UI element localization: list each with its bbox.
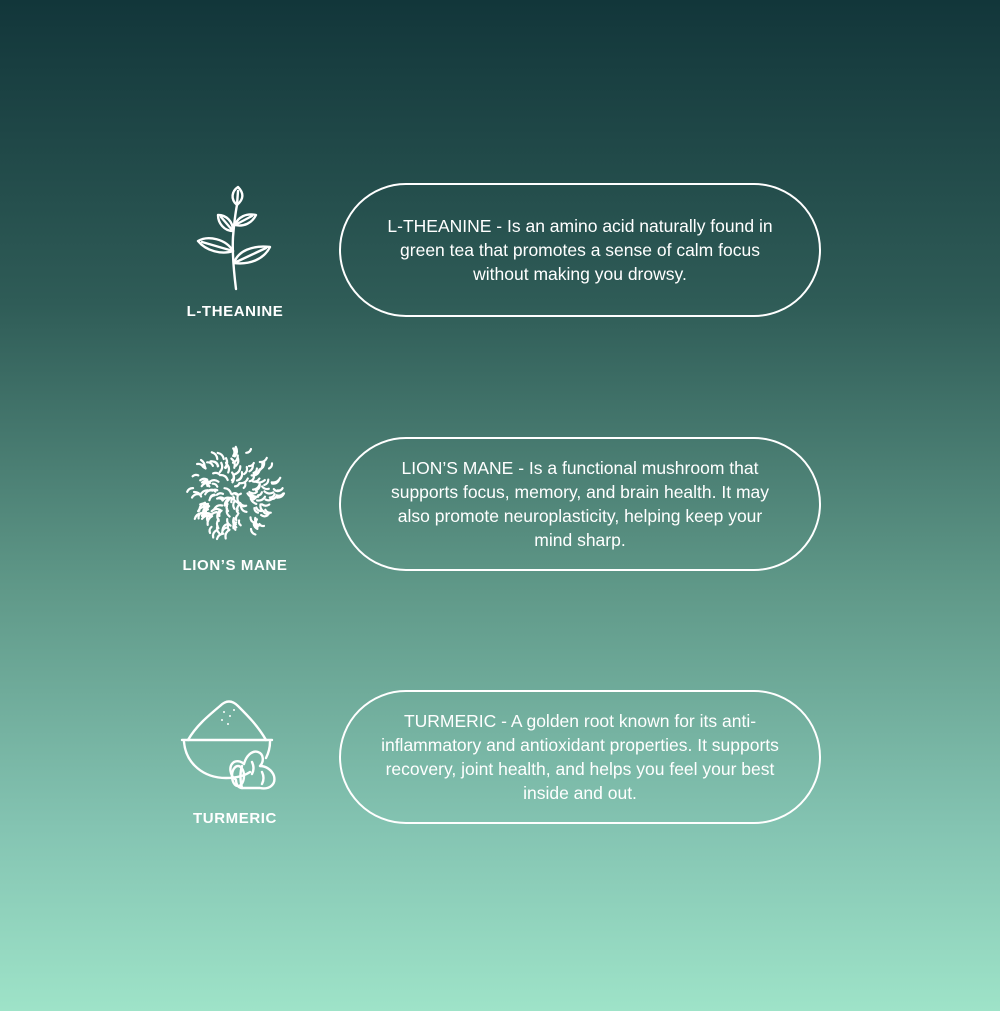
mane-strand-stroke bbox=[200, 479, 207, 481]
mane-strand-stroke bbox=[239, 472, 242, 479]
mane-strand-stroke bbox=[213, 473, 220, 475]
mane-strand-stroke bbox=[213, 484, 218, 487]
ingredient-label: LION’S MANE bbox=[182, 557, 288, 574]
ingredient-icon-block bbox=[160, 183, 310, 323]
mane-strand-stroke bbox=[236, 515, 238, 521]
ingredient-label: L-THEANINE bbox=[186, 303, 284, 320]
mane-strand-stroke bbox=[210, 527, 212, 533]
mane-strand-stroke bbox=[187, 488, 193, 492]
mane-strand-stroke bbox=[219, 511, 221, 516]
mane-strand-stroke bbox=[207, 462, 213, 466]
mane-strand-stroke bbox=[249, 463, 254, 466]
ingredient-icon-block bbox=[160, 437, 310, 577]
mane-strand-stroke bbox=[241, 507, 247, 512]
mane-strand-stroke bbox=[213, 531, 216, 538]
turmeric-bowl-icon bbox=[180, 692, 290, 802]
mane-strand-stroke bbox=[260, 458, 267, 462]
mane-strand-stroke bbox=[259, 524, 264, 526]
ingredient-description-pill bbox=[339, 690, 821, 824]
mane-strand-stroke bbox=[262, 486, 269, 489]
mane-strand-stroke bbox=[212, 452, 218, 459]
mane-strand-stroke bbox=[244, 467, 247, 474]
ingredient-description: TURMERIC - A golden root known for its anti-inflammatory and antioxidant properties. It supports recovery, joint health, and helps you feel your best inside and out. bbox=[381, 711, 779, 803]
mane-strand-stroke bbox=[192, 494, 199, 497]
mane-strand-stroke bbox=[246, 449, 251, 453]
mane-strand-stroke bbox=[235, 483, 239, 486]
mane-strand-stroke bbox=[251, 529, 255, 535]
mane-strand-stroke bbox=[265, 510, 271, 513]
lions-mane-mushroom-icon bbox=[180, 439, 290, 549]
mane-strand-stroke bbox=[218, 453, 224, 459]
mane-strand-stroke bbox=[258, 492, 262, 495]
mane-strand-stroke bbox=[232, 473, 234, 483]
ingredient-label: TURMERIC bbox=[193, 810, 277, 827]
mane-strand-stroke bbox=[225, 488, 232, 493]
mane-strand-stroke bbox=[254, 469, 257, 473]
mane-strand-stroke bbox=[262, 504, 269, 505]
ingredient-row-turmeric bbox=[0, 690, 1000, 830]
mane-strand-stroke bbox=[237, 505, 239, 511]
mane-strand-stroke bbox=[225, 530, 229, 539]
ingredient-description: L-THEANINE - Is an amino acid naturally found in green tea that promotes a sense of calm focus without making you drowsy. bbox=[387, 216, 773, 284]
ingredient-description-pill bbox=[339, 437, 821, 571]
mane-strand-stroke bbox=[210, 480, 219, 482]
leaf-sprig-icon bbox=[180, 185, 290, 295]
mane-strand-stroke bbox=[270, 494, 275, 497]
mane-strand-stroke bbox=[239, 520, 241, 525]
mane-strand-stroke bbox=[264, 491, 273, 493]
ingredient-description-pill bbox=[339, 183, 821, 317]
mane-strand-stroke bbox=[220, 463, 222, 472]
ingredient-description: LION’S MANE - Is a functional mushroom that supports focus, memory, and brain health. It may also promote neuroplasticity, helping keep your mind sharp. bbox=[390, 458, 770, 550]
mane-strand-stroke bbox=[193, 475, 199, 476]
mane-strand-stroke bbox=[278, 488, 283, 490]
mane-strand-stroke bbox=[269, 463, 272, 468]
mane-strand-stroke bbox=[251, 517, 255, 522]
mane-strand-stroke bbox=[227, 504, 228, 511]
mane-strand-stroke bbox=[218, 497, 223, 498]
ingredient-row-lions-mane bbox=[0, 437, 1000, 577]
mane-strand-stroke bbox=[217, 493, 223, 495]
mane-strand-stroke bbox=[217, 534, 223, 539]
mane-strand-stroke bbox=[221, 475, 228, 480]
mane-strand-stroke bbox=[235, 494, 241, 495]
ingredient-row-l-theanine bbox=[0, 183, 1000, 323]
mane-strand-stroke bbox=[261, 515, 268, 516]
mane-strand-stroke bbox=[251, 492, 257, 494]
mane-strand-stroke bbox=[233, 501, 234, 509]
ingredient-icon-block bbox=[160, 690, 310, 830]
